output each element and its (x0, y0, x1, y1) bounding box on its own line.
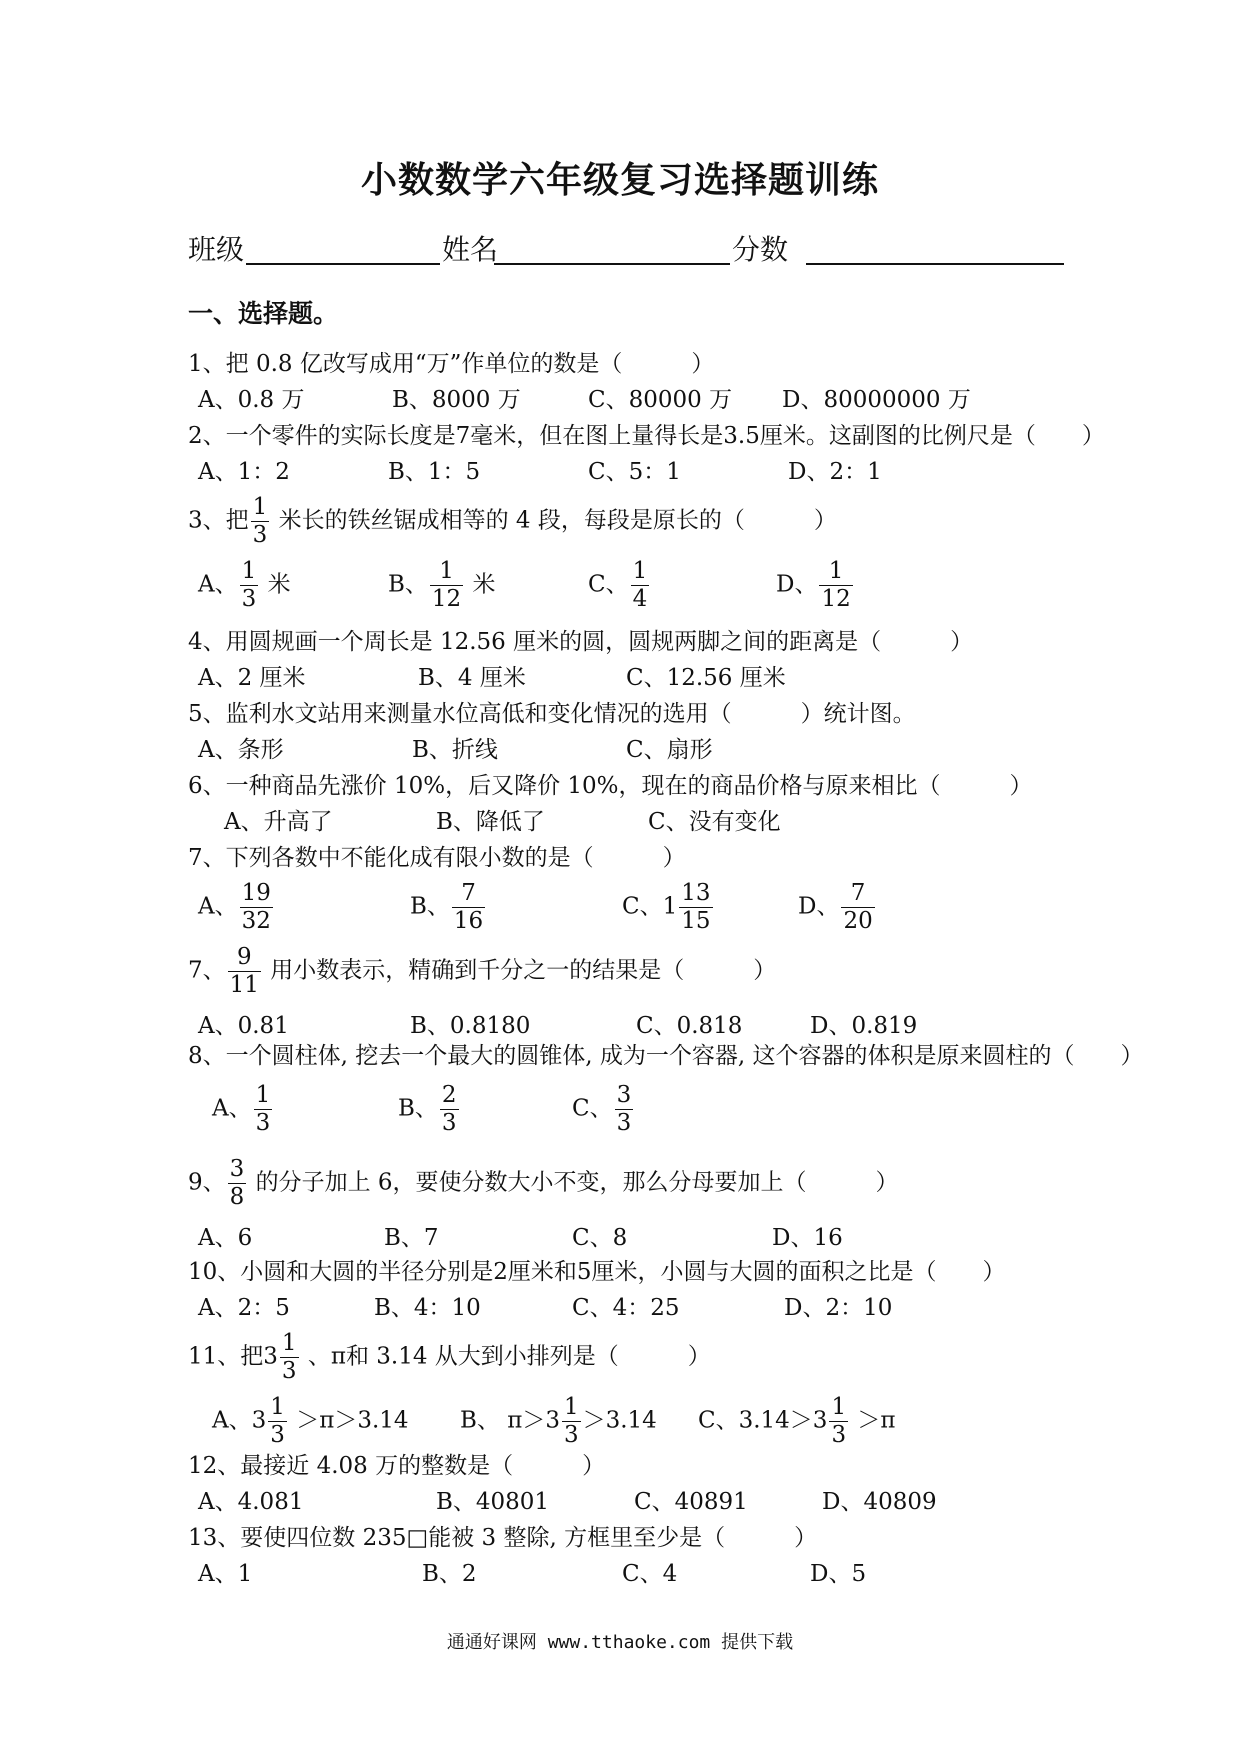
q7b-option-b[interactable]: B、0.8180 (410, 1013, 531, 1039)
question-6: 6、一种商品先涨价 10%，后又降价 10%，现在的商品价格与原来相比（ ） (188, 773, 1033, 799)
q3-option-c[interactable]: C、 $\frac{1}{4}$ (588, 558, 648, 612)
question-5: 5、监利水文站用来测量水位高低和变化情况的选用（ ）统计图。 (188, 701, 916, 727)
q13-option-a[interactable]: A、1 (198, 1561, 253, 1587)
question-2: 2、一个零件的实际长度是7毫米，但在图上量得长是3.5厘米。这副图的比例尺是（ ） (188, 423, 1105, 449)
question-12: 12、最接近 4.08 万的整数是（ ） (188, 1453, 606, 1479)
question-11: 11、把3 $\frac{1}{3}$ 、π和 3.14 从大到小排列是（ ） (188, 1330, 711, 1384)
class-blank[interactable] (246, 263, 440, 265)
q3-option-b[interactable]: B、 $\frac{1}{12}$ 米 (388, 558, 496, 612)
q7-option-d[interactable]: D、 $\frac{7}{20}$ (798, 880, 873, 934)
q12-option-b[interactable]: B、40801 (436, 1489, 550, 1515)
question-7: 7、下列各数中不能化成有限小数的是（ ） (188, 845, 686, 871)
q7b-option-c[interactable]: C、0.818 (636, 1013, 743, 1039)
question-7b: 7、 $\frac{9}{11}$ 用小数表示，精确到千分之一的结果是（ ） (188, 944, 777, 998)
q7b-fraction: $\frac{9}{11}$ (229, 944, 259, 998)
q9-option-d[interactable]: D、16 (772, 1225, 843, 1251)
q6-option-c[interactable]: C、没有变化 (648, 809, 781, 835)
q11-option-c[interactable]: C、3.14＞3 $\frac{1}{3}$ ＞π (698, 1394, 896, 1448)
q10-option-b[interactable]: B、4：10 (374, 1295, 481, 1321)
q1-option-d[interactable]: D、80000000 万 (782, 387, 971, 413)
q5-option-c[interactable]: C、扇形 (626, 737, 713, 763)
q8-option-a[interactable]: A、 $\frac{1}{3}$ (212, 1082, 271, 1136)
q10-option-a[interactable]: A、2：5 (198, 1295, 290, 1321)
q2-option-d[interactable]: D、2：1 (788, 459, 882, 485)
question-10: 10、小圆和大圆的半径分别是2厘米和5厘米，小圆与大圆的面积之比是（ ） (188, 1259, 1006, 1285)
q3-prefix: 3、把 (188, 507, 249, 534)
q13-option-b[interactable]: B、2 (422, 1561, 477, 1587)
q10-option-c[interactable]: C、4：25 (572, 1295, 680, 1321)
q9-fraction: $\frac{3}{8}$ (229, 1156, 245, 1210)
q2-option-a[interactable]: A、1：2 (198, 459, 290, 485)
q12-option-a[interactable]: A、4.081 (198, 1489, 304, 1515)
q4-option-c[interactable]: C、12.56 厘米 (626, 665, 786, 691)
q13-option-d[interactable]: D、5 (810, 1561, 867, 1587)
question-13: 13、要使四位数 235□能被 3 整除, 方框里至少是（ ） (188, 1525, 818, 1551)
q9-option-c[interactable]: C、8 (572, 1225, 628, 1251)
q1-option-b[interactable]: B、8000 万 (392, 387, 521, 413)
question-1: 1、把 0.8 亿改写成用“万”作单位的数是（ ） (188, 351, 715, 377)
section-title: 一、选择题。 (188, 299, 339, 328)
q7-option-a[interactable]: A、 $\frac{19}{32}$ (198, 880, 271, 934)
q7-option-b[interactable]: B、 $\frac{7}{16}$ (410, 880, 484, 934)
q11-fraction: $\frac{1}{3}$ (281, 1330, 297, 1384)
question-3 (188, 496, 837, 547)
q3-option-a[interactable]: A、 $\frac{1}{3}$ 米 (198, 558, 291, 612)
name-label: 姓名 (442, 233, 499, 266)
q1-option-c[interactable]: C、80000 万 (588, 387, 733, 413)
q7b-option-a[interactable]: A、0.81 (198, 1013, 289, 1039)
name-blank[interactable] (494, 263, 730, 265)
score-label: 分数 (732, 233, 789, 266)
q6-option-b[interactable]: B、降低了 (436, 809, 545, 835)
q4-option-a[interactable]: A、2 厘米 (198, 665, 306, 691)
q12-option-c[interactable]: C、40891 (634, 1489, 748, 1515)
q5-option-a[interactable]: A、条形 (198, 737, 284, 763)
q5-option-b[interactable]: B、折线 (412, 737, 498, 763)
q9-option-a[interactable]: A、6 (198, 1225, 253, 1251)
q2-option-c[interactable]: C、5：1 (588, 459, 681, 485)
q3-option-d[interactable]: D、 $\frac{1}{12}$ (776, 558, 851, 612)
q3-suffix: 米长的铁丝锯成相等的 4 段，每段是原长的（ ） (271, 507, 837, 534)
q11-option-a[interactable]: A、3 $\frac{1}{3}$ ＞π＞3.14 (212, 1394, 409, 1448)
q8-option-b[interactable]: B、 $\frac{2}{3}$ (398, 1082, 457, 1136)
q7b-option-d[interactable]: D、0.819 (810, 1013, 918, 1039)
class-label: 班级 (188, 233, 245, 266)
q8-option-c[interactable]: C、 $\frac{3}{3}$ (572, 1082, 632, 1136)
q3-fraction: $\frac{1}{3}$ (252, 494, 268, 548)
page-title: 小数数学六年级复习选择题训练 (360, 160, 879, 201)
question-9: 9、 $\frac{3}{8}$ 的分子加上 6，要使分数大小不变，那么分母要加上（ ） (188, 1156, 899, 1210)
q13-option-c[interactable]: C、4 (622, 1561, 678, 1587)
q12-option-d[interactable]: D、40809 (822, 1489, 937, 1515)
q2-option-b[interactable]: B、1：5 (388, 459, 481, 485)
q6-option-a[interactable]: A、升高了 (224, 809, 333, 835)
footer-credit: 通通好课网 www.tthaoke.com 提供下载 (446, 1632, 794, 1653)
question-4: 4、用圆规画一个周长是 12.56 厘米的圆，圆规两脚之间的距离是（ ） (188, 629, 974, 655)
q9-option-b[interactable]: B、7 (384, 1225, 439, 1251)
q1-option-a[interactable]: A、0.8 万 (198, 387, 305, 413)
q7-option-c[interactable]: C、1 $\frac{13}{15}$ (622, 880, 711, 934)
q11-option-b[interactable]: B、 π＞3 $\frac{1}{3}$ ＞3.14 (460, 1394, 657, 1448)
score-blank[interactable] (806, 263, 1064, 265)
question-8: 8、一个圆柱体, 挖去一个最大的圆锥体, 成为一个容器, 这个容器的体积是原来圆柱的（ ） (188, 1043, 1144, 1069)
q10-option-d[interactable]: D、2：10 (784, 1295, 893, 1321)
q4-option-b[interactable]: B、4 厘米 (418, 665, 526, 691)
